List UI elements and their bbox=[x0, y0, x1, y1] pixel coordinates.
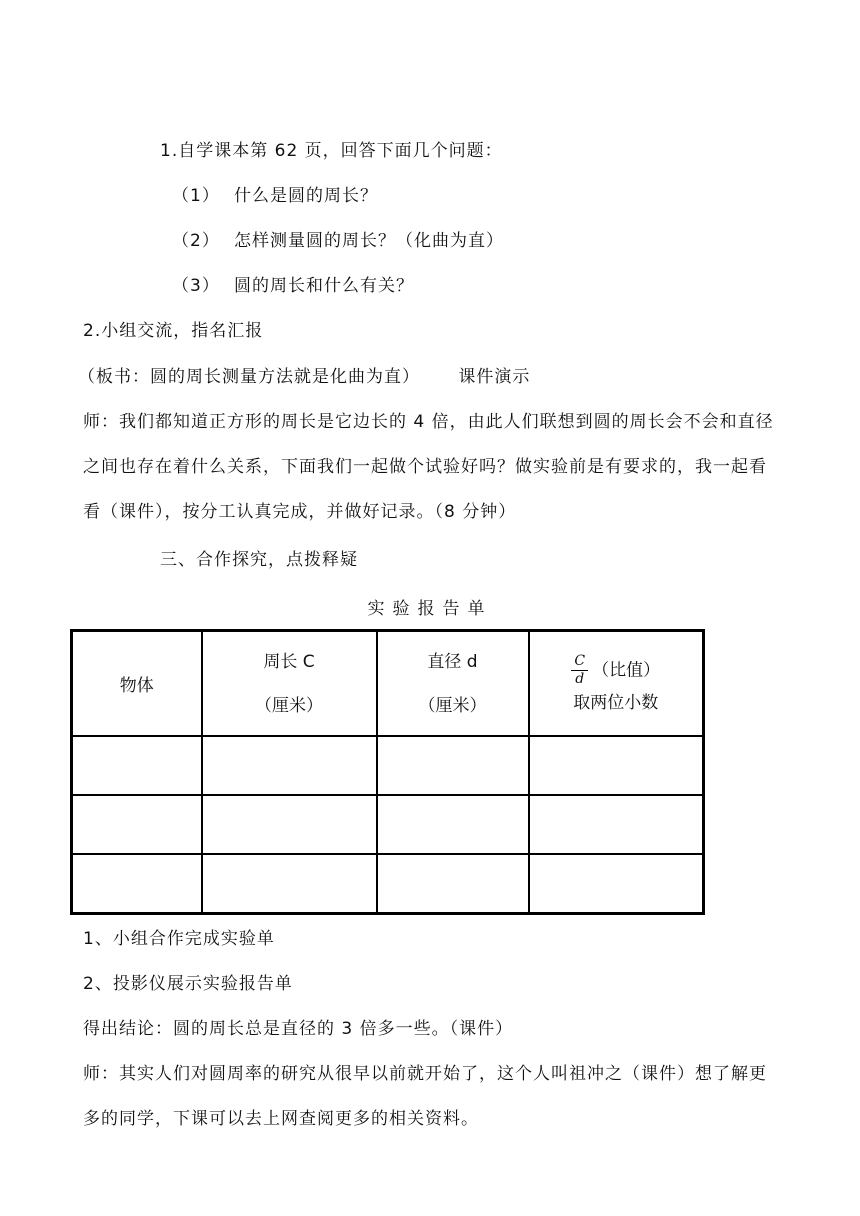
question-text: 什么是圆的周长？ bbox=[234, 186, 378, 206]
question-2 bbox=[172, 230, 504, 252]
table-cell[interactable] bbox=[529, 736, 704, 795]
header-object-label: 物体 bbox=[119, 676, 154, 696]
question-number: （1） bbox=[172, 186, 220, 206]
table-cell[interactable] bbox=[529, 854, 704, 914]
header-circumference bbox=[202, 631, 377, 737]
study-intro: 1.自学课本第 62 页，回答下面几个问题： bbox=[160, 141, 503, 161]
table-header-row bbox=[72, 631, 704, 737]
ratio-numerator: C bbox=[571, 653, 588, 671]
teacher-paragraph: 师：我们都知道正方形的周长是它边长的 4 倍，由此人们联想到圆的周长会不会和直径之间也存在着什么关系，下面我们一起做个试验好吗？做实验前是有要求的，我一起看看（课件），按分工认真完成，并做好记录。（8 分钟） bbox=[83, 412, 774, 522]
header-ratio bbox=[529, 631, 704, 737]
table-cell[interactable] bbox=[529, 795, 704, 854]
question-number: （2） bbox=[172, 231, 220, 251]
table-row bbox=[72, 854, 704, 914]
table-cell[interactable] bbox=[72, 736, 202, 795]
table-cell[interactable] bbox=[72, 854, 202, 914]
header-diameter bbox=[377, 631, 529, 737]
step-2: 2、投影仪展示实验报告单 bbox=[83, 974, 293, 994]
table-cell[interactable] bbox=[202, 795, 377, 854]
experiment-report-table bbox=[70, 629, 705, 915]
header-ratio-line bbox=[530, 653, 703, 688]
conclusion: 得出结论：圆的周长总是直径的 3 倍多一些。（课件） bbox=[83, 1019, 514, 1039]
group-report-heading: 2.小组交流，指名汇报 bbox=[83, 321, 264, 341]
header-object bbox=[72, 631, 202, 737]
section-heading: 三、合作探究，点拨释疑 bbox=[160, 550, 358, 570]
table-title: 实验报告单 bbox=[367, 599, 493, 619]
question-number: （3） bbox=[172, 276, 220, 296]
ratio-denominator: d bbox=[575, 671, 585, 687]
table-cell[interactable] bbox=[377, 854, 529, 914]
board-note: （板书：圆的周长测量方法就是化曲为直） 课件演示 bbox=[78, 367, 531, 387]
table-row bbox=[72, 736, 704, 795]
header-circumference-unit: （厘米） bbox=[255, 695, 323, 716]
table-cell[interactable] bbox=[72, 795, 202, 854]
table-cell[interactable] bbox=[377, 736, 529, 795]
header-ratio-note: 取两位小数 bbox=[573, 693, 659, 713]
ratio-fraction bbox=[571, 653, 588, 688]
table-row bbox=[72, 795, 704, 854]
table-cell[interactable] bbox=[377, 795, 529, 854]
question-text: 圆的周长和什么有关？ bbox=[234, 276, 414, 296]
step-1: 1、小组合作完成实验单 bbox=[83, 929, 275, 949]
question-1 bbox=[172, 185, 378, 207]
table-cell[interactable] bbox=[202, 736, 377, 795]
ratio-label: （比值） bbox=[592, 660, 661, 681]
closing-paragraph: 师：其实人们对圆周率的研究从很早以前就开始了，这个人叫祖冲之（课件）想了解更多的同学，下课可以去上网查阅更多的相关资料。 bbox=[83, 1064, 767, 1129]
table-cell[interactable] bbox=[202, 854, 377, 914]
header-circumference-label: 周长 C bbox=[263, 651, 315, 672]
header-diameter-label: 直径 d bbox=[427, 651, 478, 672]
header-diameter-unit: （厘米） bbox=[418, 695, 487, 716]
question-text: 怎样测量圆的周长？（化曲为直） bbox=[234, 231, 504, 251]
question-3 bbox=[172, 275, 414, 297]
